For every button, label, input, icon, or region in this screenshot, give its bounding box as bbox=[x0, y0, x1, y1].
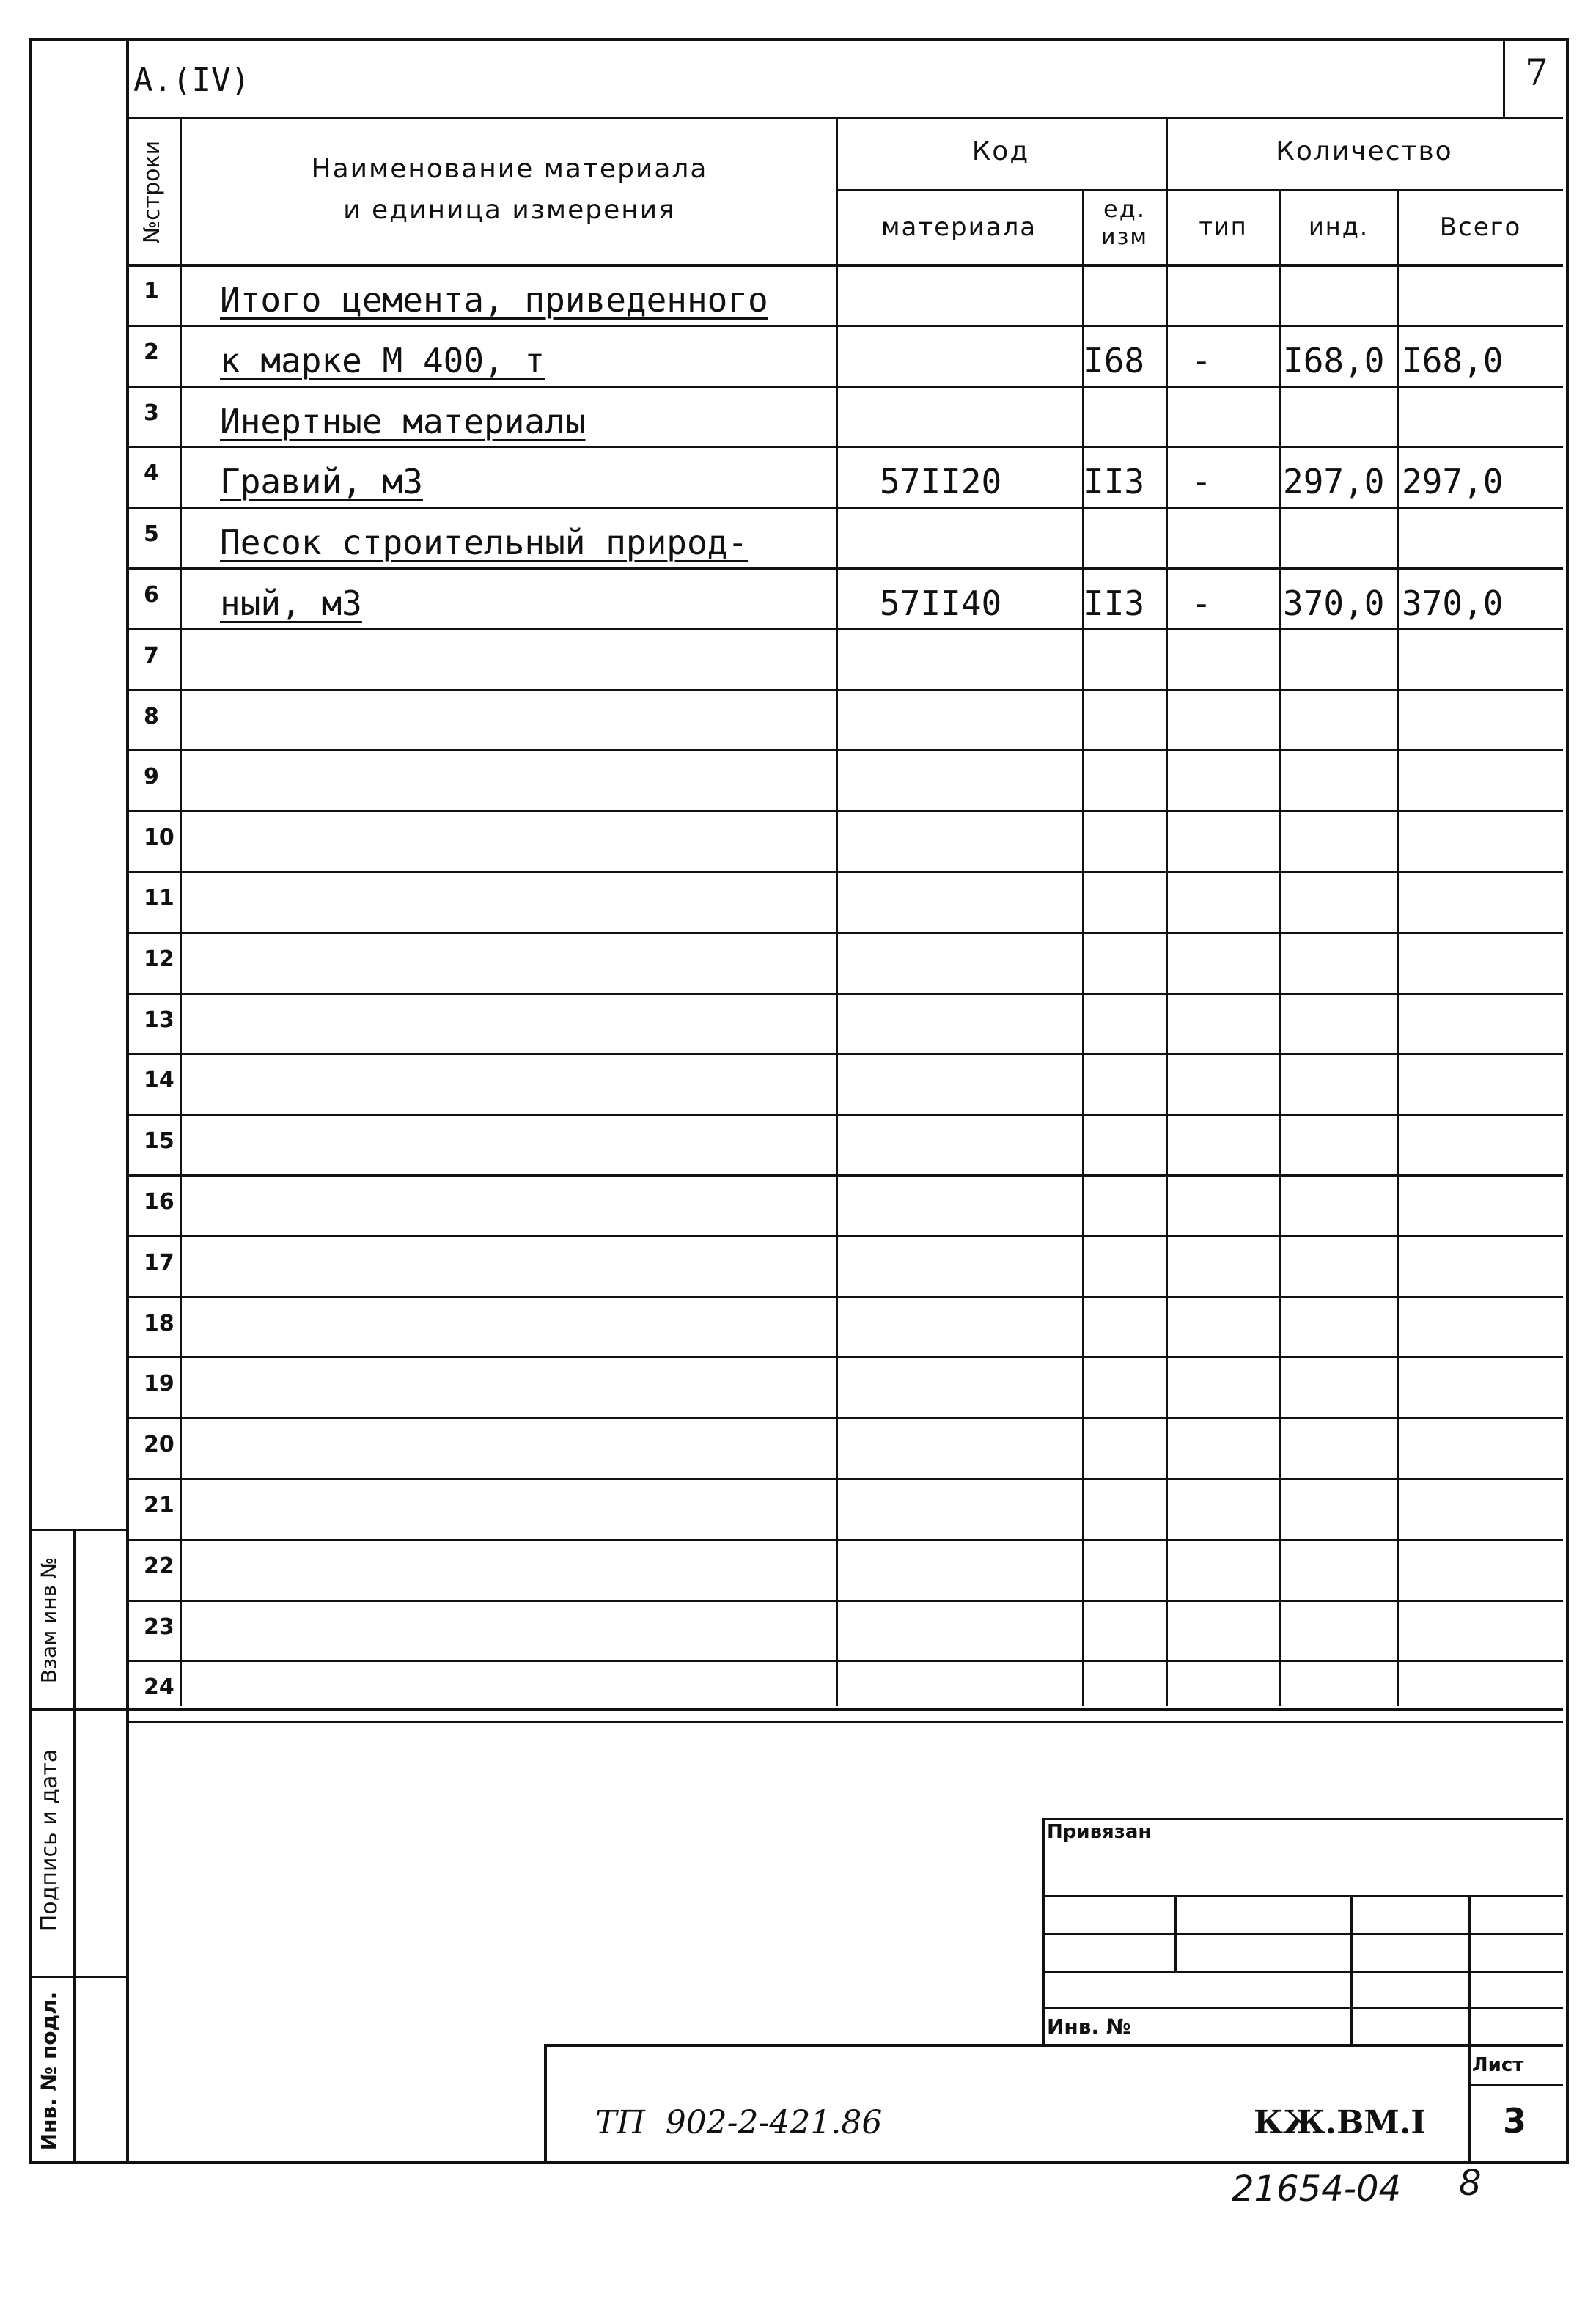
side-inv-podl-label: Инв. № подл. bbox=[37, 1991, 61, 2151]
side-line-2 bbox=[29, 1708, 1563, 1711]
row-unit: II3 bbox=[1084, 462, 1145, 502]
row-line bbox=[126, 386, 1563, 388]
row-number: 20 bbox=[144, 1432, 174, 1458]
row-number: 16 bbox=[144, 1189, 174, 1215]
row-number: 8 bbox=[144, 703, 159, 729]
row-number: 4 bbox=[144, 460, 159, 487]
side-podpis-label: Подпись и дата bbox=[37, 1748, 62, 1932]
row-number: 22 bbox=[144, 1553, 174, 1579]
stamp-top-line bbox=[1042, 1818, 1563, 1820]
row-number: 7 bbox=[144, 642, 159, 669]
archive-number: 21654-04 bbox=[1232, 2169, 1402, 2210]
header-total: Всего bbox=[1439, 213, 1522, 242]
row-line bbox=[126, 1235, 1563, 1237]
header-quantity: Количество bbox=[1276, 136, 1453, 166]
row-line bbox=[126, 932, 1563, 934]
stamp-sheet-code: КЖ.ВМ.I bbox=[1254, 2104, 1426, 2141]
row-line bbox=[126, 1600, 1563, 1602]
stamp-doc-code: ТП 902-2-421.86 bbox=[595, 2104, 883, 2141]
row-number: 1 bbox=[144, 279, 159, 304]
side-line-1 bbox=[29, 1529, 126, 1531]
corner-number: 7 bbox=[1525, 51, 1548, 94]
row-number: 13 bbox=[144, 1007, 174, 1033]
header-sub-line bbox=[836, 189, 1563, 191]
corner-box-border bbox=[1503, 38, 1505, 117]
row-line bbox=[126, 567, 1563, 570]
header-unit-1: ед. bbox=[1103, 195, 1146, 223]
row-total: 297,0 bbox=[1402, 462, 1504, 502]
stamp-vline-1 bbox=[1174, 1895, 1177, 1971]
row-line bbox=[126, 1174, 1563, 1177]
row-name: к марке М 400, т bbox=[220, 340, 545, 380]
row-number: 19 bbox=[144, 1371, 174, 1397]
row-line bbox=[126, 810, 1563, 812]
row-number: 9 bbox=[144, 764, 159, 790]
row-name: Гравий, м3 bbox=[220, 462, 423, 502]
header-bottom-line bbox=[126, 264, 1563, 267]
stamp-line-a bbox=[1042, 1895, 1563, 1897]
row-line bbox=[126, 1417, 1563, 1419]
row-name: Песок строительный природ- bbox=[220, 523, 749, 563]
row-line bbox=[126, 325, 1563, 327]
row-line bbox=[126, 628, 1563, 630]
stamp-vline-2 bbox=[1350, 1895, 1353, 2044]
row-line bbox=[126, 749, 1563, 751]
row-line bbox=[126, 1053, 1563, 1055]
header-code-material: материала bbox=[880, 213, 1037, 242]
row-line bbox=[126, 1114, 1563, 1116]
side-vzam-label: Взам инв № bbox=[37, 1556, 61, 1684]
row-total: 370,0 bbox=[1402, 584, 1504, 623]
header-type: тип bbox=[1199, 213, 1248, 240]
inner-left-border bbox=[126, 38, 129, 2164]
row-line bbox=[126, 993, 1563, 995]
row-line bbox=[126, 1356, 1563, 1358]
header-ind: инд. bbox=[1308, 213, 1369, 240]
row-number: 10 bbox=[144, 825, 174, 851]
row-number: 23 bbox=[144, 1614, 174, 1640]
row-number: 2 bbox=[144, 339, 159, 365]
row-ind: I68,0 bbox=[1283, 340, 1385, 380]
archive-suffix: 8 bbox=[1459, 2163, 1482, 2204]
top-label: А.(IV) bbox=[133, 62, 250, 99]
header-unit-2: изм bbox=[1100, 224, 1149, 250]
row-number: 11 bbox=[144, 886, 174, 911]
row-number: 21 bbox=[144, 1493, 174, 1518]
stamp-line-d bbox=[1042, 2007, 1563, 2009]
row-number: 14 bbox=[144, 1067, 174, 1094]
row-line bbox=[126, 1296, 1563, 1298]
row-ind: 370,0 bbox=[1283, 584, 1385, 623]
row-line bbox=[126, 1478, 1563, 1480]
row-code: 57II20 bbox=[880, 462, 1002, 502]
row-name: Итого цемента, приведенного bbox=[220, 280, 768, 320]
header-name-2: и единица измерения bbox=[343, 195, 676, 225]
row-line bbox=[126, 507, 1563, 509]
row-type: - bbox=[1191, 462, 1212, 502]
header-name: Наименование материала bbox=[311, 154, 708, 184]
row-number: 6 bbox=[144, 582, 159, 608]
stamp-vline-3 bbox=[1468, 1895, 1471, 2164]
col-line-4 bbox=[1166, 117, 1168, 1706]
list-label-line bbox=[1468, 2084, 1563, 2086]
row-name: ный, м3 bbox=[220, 584, 362, 623]
row-ind: 297,0 bbox=[1283, 462, 1385, 502]
row-unit: I68 bbox=[1084, 340, 1145, 380]
doc-block-top-line bbox=[544, 2044, 1563, 2047]
row-unit: II3 bbox=[1084, 584, 1145, 623]
row-number: 17 bbox=[144, 1249, 174, 1276]
stamp-sheet-no: 3 bbox=[1503, 2101, 1527, 2141]
side-column-line bbox=[73, 1529, 76, 2164]
row-type: - bbox=[1191, 584, 1212, 623]
stamp-line-c bbox=[1042, 1971, 1563, 1973]
row-number: 15 bbox=[144, 1128, 174, 1155]
stamp-line-b bbox=[1042, 1933, 1563, 1935]
row-line bbox=[126, 1721, 1563, 1723]
row-line bbox=[126, 1539, 1563, 1541]
stamp-left-line bbox=[1042, 1818, 1045, 2044]
row-number: 5 bbox=[144, 521, 159, 548]
row-number: 3 bbox=[144, 400, 159, 426]
doc-block-left-line bbox=[544, 2044, 547, 2164]
row-line bbox=[126, 446, 1563, 448]
row-code: 57II40 bbox=[880, 584, 1002, 623]
stamp-list-label: Лист bbox=[1472, 2054, 1524, 2076]
row-type: - bbox=[1191, 340, 1212, 380]
table-top-line bbox=[126, 117, 1563, 119]
header-row-no: №строки bbox=[139, 140, 165, 244]
row-number: 24 bbox=[144, 1674, 174, 1701]
row-total: I68,0 bbox=[1402, 340, 1504, 380]
row-name: Инертные материалы bbox=[220, 401, 586, 441]
stamp-inv-no: Инв. № bbox=[1047, 2015, 1131, 2039]
row-line bbox=[126, 689, 1563, 691]
header-code: Код bbox=[971, 136, 1030, 166]
col-line-2 bbox=[836, 117, 838, 1706]
row-line bbox=[126, 871, 1563, 873]
row-line bbox=[126, 1660, 1563, 1662]
row-number: 12 bbox=[144, 946, 174, 972]
row-number: 18 bbox=[144, 1310, 174, 1336]
stamp-privyazan: Привязан bbox=[1047, 1821, 1152, 1843]
